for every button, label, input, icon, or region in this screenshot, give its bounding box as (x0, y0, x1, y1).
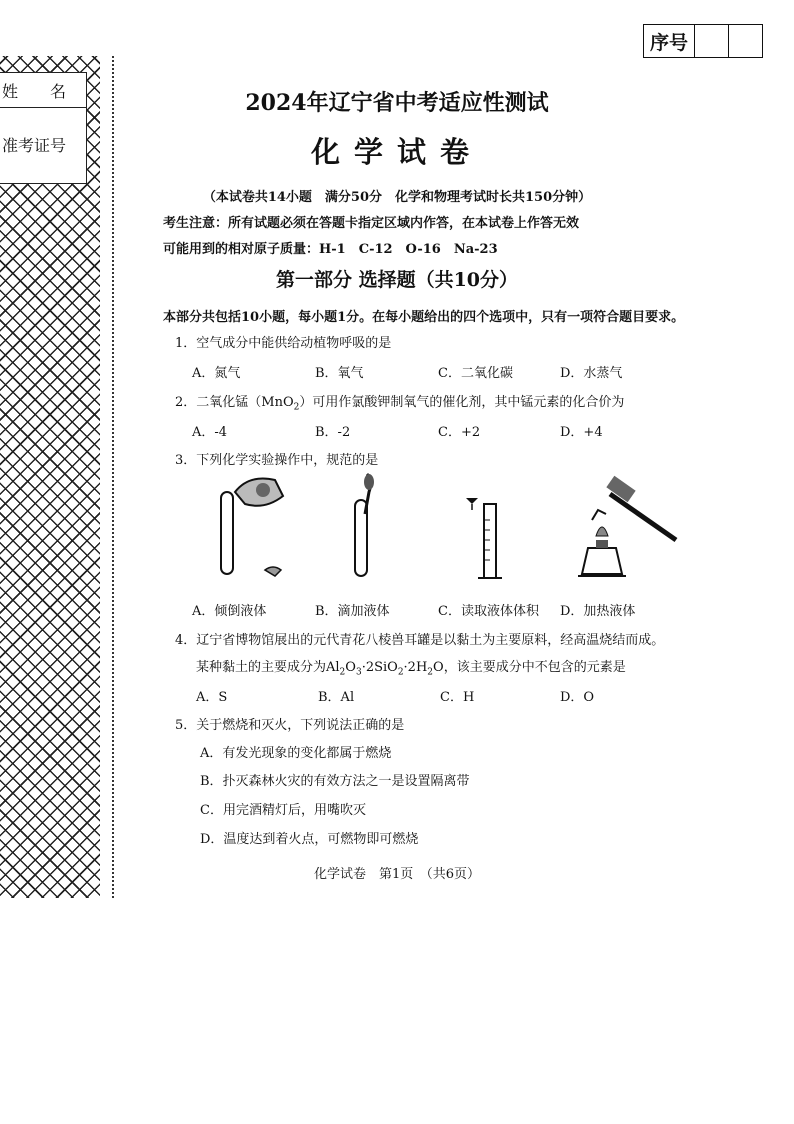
section-instruction: 本部分共包括10小题，每小题1分。在每小题给出的四个选项中，只有一项符合题目要求。 (163, 310, 685, 325)
q4-subscript: 2 (427, 667, 434, 678)
exam-id-label: 准考证号 (2, 136, 67, 155)
q1-option-a: A．氮气 (192, 366, 241, 381)
q4-option-a: A．S (196, 690, 228, 705)
q4-text: 某种黏土的主要成分为Al (196, 660, 340, 675)
q4-option-c: C．H (440, 690, 475, 705)
question-3: 3．下列化学实验操作中，规范的是 (175, 453, 379, 468)
question-2 (175, 391, 624, 413)
q4-subscript: 2 (339, 667, 346, 678)
q4-text: O，该主要成分中不包含的元素是 (433, 660, 626, 675)
q1-option-b: B．氧气 (315, 366, 364, 381)
exam-subject: 化学试卷 (310, 135, 483, 169)
q4-subscript: 2 (397, 667, 404, 678)
q2-subscript: 2 (293, 402, 300, 413)
serial-cell (729, 25, 762, 57)
heating-liquid-illustration (572, 474, 682, 582)
binding-cut-line (112, 56, 114, 898)
question-4-line-1: 4．辽宁省博物馆展出的元代青花八棱兽耳罐是以黏土为主要原料，经高温烧结而成。 (175, 633, 665, 648)
exam-title: 2024年辽宁省中考适应性测试 (245, 90, 549, 116)
q1-option-c: C．二氧化碳 (438, 366, 513, 381)
serial-label: 序号 (644, 25, 695, 57)
section-title: 第一部分 选择题（共10分） (275, 269, 519, 291)
q3-option-d: D．加热液体 (560, 604, 636, 619)
q2-option-a: A．-4 (192, 425, 228, 440)
exam-note: （本试卷共14小题 满分50分 化学和物理考试时长共150分钟） (202, 190, 592, 205)
q4-subscript: 3 (355, 667, 362, 678)
q5-option-a: A．有发光现象的变化都属于燃烧 (200, 746, 392, 761)
q4-text: ·2SiO (361, 660, 398, 675)
q3-option-c: C．读取液体体积 (438, 604, 539, 619)
exam-notice: 考生注意：所有试题必须在答题卡指定区域内作答，在本试卷上作答无效 (163, 216, 580, 231)
q3-option-a: A．倾倒液体 (192, 604, 267, 619)
atomic-masses: 可能用到的相对原子质量：H-1 C-12 O-16 Na-23 (163, 242, 498, 257)
q4-text: ·2H (403, 660, 428, 675)
q5-option-d: D．温度达到着火点，可燃物即可燃烧 (200, 832, 419, 847)
dropping-liquid-illustration (335, 470, 395, 582)
q2-option-b: B．-2 (315, 425, 351, 440)
q2-option-d: D．+4 (560, 425, 603, 440)
q2-stem-a: 2．二氧化锰（MnO (175, 395, 294, 410)
serial-number-box (643, 24, 763, 58)
question-5: 5．关于燃烧和灭火，下列说法正确的是 (175, 718, 405, 733)
q2-stem-b: ）可用作氯酸钾制氧气的催化剂，其中锰元素的化合价为 (299, 395, 625, 410)
q5-option-c: C．用完酒精灯后，用嘴吹灭 (200, 803, 366, 818)
reading-volume-illustration (458, 490, 508, 582)
name-label: 姓 名 (2, 82, 67, 101)
pouring-liquid-illustration (205, 470, 295, 582)
q2-option-c: C．+2 (438, 425, 481, 440)
question-4-line-2 (196, 656, 626, 678)
q4-option-b: B．Al (318, 690, 355, 705)
serial-cell (695, 25, 729, 57)
question-1: 1．空气成分中能供给动植物呼吸的是 (175, 336, 392, 351)
q5-option-b: B．扑灭森林火灾的有效方法之一是设置隔离带 (200, 774, 470, 789)
q4-text: O (345, 660, 356, 675)
q1-option-d: D．水蒸气 (560, 366, 623, 381)
page-footer: 化学试卷 第1页 （共6页） (313, 867, 481, 882)
q3-option-b: B．滴加液体 (315, 604, 390, 619)
q4-option-d: D．O (560, 690, 595, 705)
